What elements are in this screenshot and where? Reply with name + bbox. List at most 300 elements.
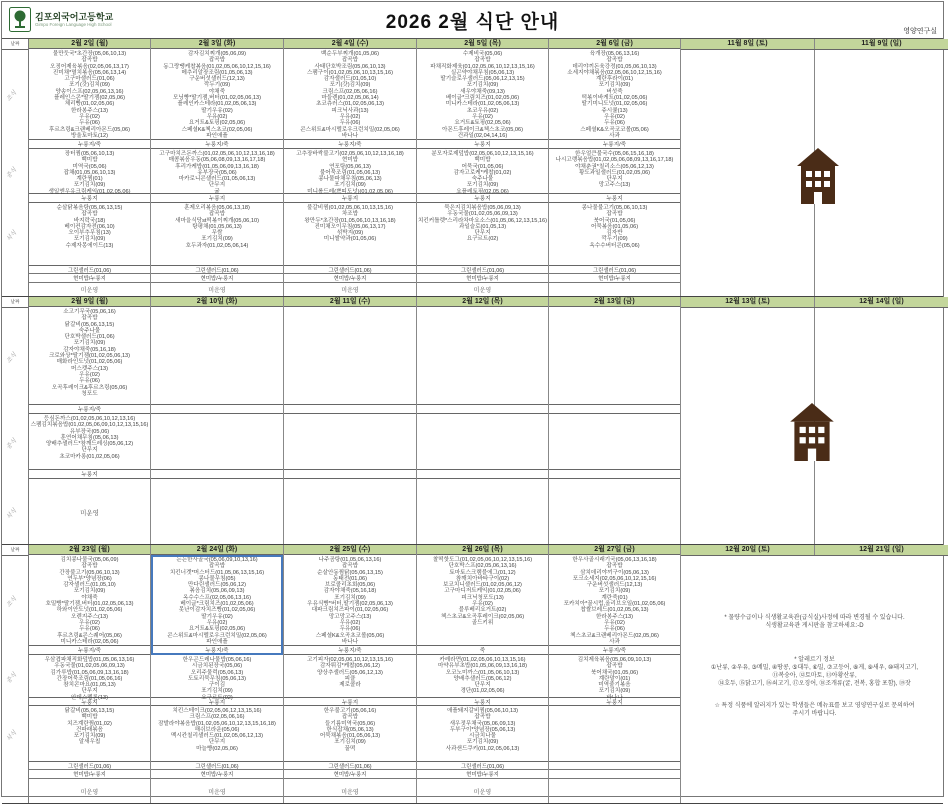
notes-change-line: * 물량수급이나 식생활교육관(급식실)사정에 따라 변경될 수 있습니다. [724, 615, 905, 621]
menu-item: 우유(02) [79, 113, 100, 120]
menu-item: 우유(02) [472, 113, 493, 120]
date-cell: 2월 10일 (화) [151, 297, 283, 307]
menu-item: 감자야채죽(05,16,18) [63, 346, 116, 353]
menu-item: 호두과자(01,02,05,06,14) [185, 242, 249, 249]
menu-item: 메추리알장조림(01,05,06,13) [181, 69, 253, 76]
day-column [284, 39, 417, 296]
menu-item: 소세지야채볶음(02,05,06,10,12,15,16) [567, 69, 662, 76]
salad-row: 그린샐러드(01,06) [151, 761, 283, 770]
menu-item: 애플돼지갈비찜(05,06,10,13) [446, 708, 519, 714]
menu-item: 우유(02) [206, 113, 228, 120]
menu-item: 미니카스테라(01,02,05,06,13) [445, 101, 520, 108]
menu-item: 단무지 [81, 688, 98, 695]
menu-item: 장터찜(05,06,10,13) [64, 151, 115, 157]
date-cell: 2월 3일 (화) [151, 39, 283, 49]
menu-item: 바나나 [606, 694, 623, 701]
breakfast-cell [549, 307, 680, 404]
dinner-cell [284, 203, 416, 265]
menu-item: 잡곡밥 [81, 211, 98, 218]
menu-item: 크림스프(02,05,06,16) [189, 714, 245, 721]
day-column [417, 39, 549, 296]
date-cell: 2월 24일 (화) [151, 545, 283, 555]
menu-item: 사과 [609, 132, 620, 139]
menu-item: 도토리묵무침(05,06,13) [188, 675, 246, 682]
salad-row: 그린샐러드(01,06) [417, 265, 548, 274]
menu-item: 참치콘마요(01,05,13) [63, 682, 116, 689]
menu-item: 잡곡밥 [81, 57, 98, 64]
date-row-label: 날짜 [2, 39, 28, 50]
salad-row: 그린샐러드(01,06) [284, 761, 416, 770]
menu-item: 과일슬로(01,05,13) [458, 223, 507, 230]
dinner-cell [151, 203, 283, 265]
menu-item: 삼치데리야끼구이(05,06,13) [580, 569, 649, 576]
rice-row: 현미밥/누룽지 [417, 274, 548, 283]
menu-item: 크로와상*딸기잼(01,02,05,06,13) [48, 353, 131, 360]
menu-item: 잡곡밥 [606, 211, 623, 218]
nurungji-row: 누룽지 [549, 193, 680, 203]
nurungji-row: 누룽지 [29, 697, 150, 706]
weekend-block [681, 545, 948, 803]
menu-item: 딸기미니도넛(01,02,05,06) [581, 101, 648, 108]
menu-item: 방울토마토(12) [71, 132, 108, 139]
menu-item: 꿀떡 [344, 745, 356, 752]
menu-item: 간장어묵조림(01,05,06,16) [56, 675, 123, 682]
menu-item: 한우곤드레나물밥(05,06,16) [182, 657, 252, 663]
menu-item: 대파크림치즈파이(01,02,05,06) [311, 607, 389, 614]
menu-item: 잡곡밥 [208, 563, 226, 570]
menu-item: 잡곡밥 [341, 57, 359, 64]
breakfast-cell [417, 555, 548, 645]
menu-item: 스페셜K&오곡초코볼(05,06) [315, 632, 385, 639]
menu-item: 진미채*멸치볶음(05,06,13,14) [52, 69, 127, 76]
menu-item: 해쉬브라운(05,06) [194, 726, 240, 733]
breakfast-cell [29, 49, 150, 139]
menu-item: 버섯죽 [606, 88, 623, 95]
menu-item: 우동국물(01,02,05,06,09,13) [54, 663, 125, 670]
menu-item: 간장불고기(05,06,10,13) [59, 569, 120, 576]
salad-row: 그린샐러드(01,06) [284, 265, 416, 274]
menu-item: 첵스초코&크랜베리아몬드(02,05,06) [570, 632, 659, 639]
day-column [151, 545, 284, 803]
menu-item: 우유(02) [79, 619, 100, 626]
menu-item: 토마토스크램블에그(01,12) [449, 569, 516, 576]
lunch-cell [549, 414, 680, 469]
menu-item: 동태전(01,06) [333, 575, 367, 582]
menu-item: 고추장바싹불고기(02,05,06,10,12,13,16,18) [296, 151, 404, 157]
page-title: 2026 2월 식단 안내 [385, 12, 560, 33]
menu-item: 스페셜K&오곡코코볼(05,06) [580, 126, 649, 133]
menu-item: 요거트&토핑(02,05,06) [454, 120, 511, 127]
menu-item: 사과 [609, 638, 620, 645]
menu-item: 후르츠링&콘스퀘어(05,06) [57, 632, 122, 639]
menu-item: 북어국(01,05,06) [593, 217, 636, 224]
menu-item: 고기피자(02,05,06,10,12,13,15,16) [307, 657, 393, 663]
rice-row: 현미밥/누룽지 [151, 770, 283, 779]
menu-item: 양상추샐러드(05,06,12,13) [317, 669, 383, 676]
menu-item: 모닝빵*딸기잼,버터(01,02,05,06,13) [172, 95, 261, 102]
menu-item: 양배추샐러드(05,06,12) [453, 675, 512, 682]
menu-item: 오렌지주스(13) [71, 613, 108, 620]
spacer [681, 630, 948, 656]
menu-item: 진미채오이무침(05,06,13,17) [314, 223, 386, 230]
menu-item: 바지락국(18) [73, 217, 106, 224]
menu-item: 요구르트(02) [201, 694, 233, 701]
nurungji-row [151, 404, 283, 414]
house-icon [797, 148, 839, 209]
menu-item: 망고주스(13) [598, 182, 631, 189]
menu-item: 양송이스프(02,05,06,13,16) [55, 88, 124, 95]
menu-item: 초코마카롱(01,02,05,06) [59, 453, 120, 460]
menu-item: 야채춘권*칠리소스(05,06,12,13) [575, 163, 654, 170]
dinner-cell [549, 203, 680, 265]
menu-item: 콩나물무침(05) [198, 575, 236, 582]
rice-row: 현미밥/누룽지 [29, 770, 150, 779]
rice-row: 현미밥/누룽지 [151, 274, 283, 283]
menu-item: 안데스멜론(13) [71, 694, 108, 701]
menu-item: 콩나물불고기(05,06,10,13) [581, 205, 648, 211]
menu-item: 요거트&토핑(02,05,06) [188, 626, 246, 633]
lunch-cell [417, 655, 548, 697]
menu-item: 단무지 [208, 182, 226, 189]
date-cell: 2월 23일 (월) [29, 545, 150, 555]
menu-item: 스팸김치볶음밥(01,02,05,06,09,10,12,13,15,16) [30, 422, 149, 429]
menu-item: 한라봉주스(13) [596, 613, 633, 620]
menu-item: 마늘빵(02,05,06) [196, 745, 238, 752]
menu-item: 왕만두*초간장(01,05,06,10,13,16,18) [304, 217, 396, 224]
menu-item: 청포도 [81, 390, 98, 397]
menu-item: 순살안동찜닭(05,06,13,15) [317, 569, 383, 576]
menu-item: 떡볶이바게트(01,02,05,06) [581, 95, 648, 102]
menu-item: 포기(갓)김치(09) [329, 82, 371, 89]
date-cell: 11월 9일 (일) [815, 39, 948, 49]
menu-item: 베이글*크림치즈(01,02,05,06) [180, 601, 254, 608]
menu-item: 한우사골시래기국(05,06,13,16,18) [572, 557, 657, 563]
night-row: 미운영 [208, 789, 226, 796]
menu-item: 우유(02) [79, 371, 100, 378]
menu-item: 포기김치(09) [334, 182, 366, 189]
lunch-row-label: 중식 [5, 437, 19, 451]
menu-item: 잡곡밥 [341, 714, 359, 721]
menu-item: 두유(06) [339, 120, 361, 127]
menu-item: 계란말이(01) [598, 675, 631, 682]
menu-item: 포기(갓)김치(09) [69, 82, 110, 89]
rice-row: 현미밥/누룽지 [417, 770, 548, 779]
weekend-header [681, 39, 948, 50]
menu-item: 김가루밥(01,05,06,09,13,16,18) [50, 669, 129, 676]
menu-item: 스팸구이(01,02,05,06,10,13,15,16) [307, 69, 393, 76]
dinner-cell [417, 479, 548, 544]
menu-item: 호밀빵*딸기잼,버터(01,02,05,06,13) [45, 601, 134, 608]
salad-row: 그린샐러드(01,06) [151, 265, 283, 274]
menu-item: 단호박샐러드(01,06) [64, 334, 115, 341]
menu-item: 한라봉주스(13) [71, 107, 108, 114]
nurungji-row: 누룽지/죽 [29, 139, 150, 149]
menu-item: 하와이안도넛(01,02,05,06) [56, 607, 123, 614]
menu-item: 야채죽 [81, 594, 98, 601]
menu-item: 현미밥 [341, 157, 359, 164]
menu-item: 초코우유(02) [466, 107, 499, 114]
date-cell: 2월 6일 (금) [549, 39, 680, 49]
menu-item: 한식잡채(05,06,13) [326, 726, 374, 733]
nurungji-row [151, 469, 283, 479]
menu-item: 양배추샐러드*참깨드레싱(05,06,12) [45, 441, 134, 448]
day-column [29, 39, 151, 296]
date-cell: 2월 13일 (금) [549, 297, 680, 307]
menu-item: 우유(02) [604, 113, 625, 120]
menu-item: 피클 [344, 675, 356, 682]
ask-line: ☆ 특정 식품에 알러지가 있는 학생들은 메뉴표를 보고 영양연구실로 문의하여 [714, 703, 915, 709]
menu-item: 알새우칩 [78, 739, 101, 746]
day-column [151, 39, 284, 296]
menu-item: 야채죽 [208, 88, 226, 95]
menu-item: 훈연어채무침(05,06,13) [60, 434, 119, 441]
menu-item: 무쌈 [211, 230, 223, 237]
menu-item: 숙주나물 [471, 176, 494, 183]
menu-item: 우삼겹파채직화덮밥(01,05,06,13,16) [44, 657, 135, 663]
menu-item: 잡곡밥 [341, 563, 359, 570]
dinner-cell [284, 479, 416, 544]
menu-item: 찰떡핫도그(01,02,05,06,10,12,13,15,16) [432, 557, 533, 563]
menu-item: 딸기우유(02) [201, 613, 233, 620]
menu-item: 백순두부찌개(01,05,06) [321, 51, 379, 57]
menu-item: 건파래볶음 [75, 726, 104, 733]
menu-item: 두유(06) [79, 120, 100, 127]
salad-row: 그린샐러드(01,06) [417, 761, 548, 770]
menu-item: 미역줄기볶음 [598, 682, 631, 689]
menu-item: 잡곡밥 [606, 563, 623, 570]
menu-item: 오징어제육볶음(02,05,06,13,17) [50, 63, 129, 70]
menu-item: 포기김치(09) [201, 236, 233, 243]
dinner-cell [151, 479, 283, 544]
menu-item: 미역국(05,06) [72, 163, 107, 170]
menu-item: 계란찜(01) [76, 176, 103, 183]
dinner-cell [417, 706, 548, 761]
menu-item: 깍두기(09) [601, 236, 628, 243]
nurungji-row [549, 469, 680, 479]
nurungji-row: 누룽지 [417, 697, 548, 706]
menu-item: 바나나 [341, 132, 359, 139]
menu-item: 실곤약야채무침(05,06,13) [450, 69, 515, 76]
menu-item: 수제비국(05,06) [462, 51, 503, 57]
menu-item: 초코츄러스(01,02,05,06,13) [315, 101, 385, 108]
day-column [549, 297, 681, 544]
menu-item: 두유(06) [604, 626, 625, 633]
menu-item: 잠발라야볶음밥(01,02,05,06,10,12,13,15,16,18) [158, 720, 276, 727]
night-row: 미운영 [208, 288, 226, 294]
breakfast-row-label: 조식 [5, 90, 19, 103]
nurungji-row: 누룽지/죽 [151, 645, 283, 655]
allergy-line: ①난류, ②우유, ③메밀, ④땅콩, ⑤대두, ⑥밀, ⑦고등어, ⑧게, ⑨새우, ⑩돼지고기, [710, 665, 919, 671]
menu-item: 스페셜K&첵스초코(02,05,06) [181, 126, 253, 133]
breakfast-row-label: 조식 [5, 596, 19, 609]
menu-item: 김치제육볶음(05,06,09,10,13) [577, 657, 652, 663]
rice-row: 현미밥/누룽지 [549, 274, 680, 283]
menu-item: 감자야채죽(05,16,18) [323, 588, 377, 595]
ask-line: 주시기 바랍니다. [792, 711, 837, 717]
menu-item: 숙주나물 [78, 327, 101, 334]
menu-item: 포기김치(09) [73, 588, 106, 595]
menu-item: 망고망고주스(13) [328, 613, 372, 620]
menu-item: 데리야끼돈육강정(01,05,06,10,13) [572, 63, 657, 70]
dinner-cell [284, 706, 416, 761]
menu-item: 감자샐러드(01,05,10) [323, 76, 377, 83]
menu-item: 육개장(05,06,13,16) [589, 51, 640, 57]
date-cell: 2월 26일 (목) [417, 545, 548, 555]
menu-item: 우동국물(01,02,05,06,09,13) [447, 211, 518, 218]
salad-row [549, 761, 680, 770]
menu-item: 볶음김치(05,06,09,13) [189, 588, 245, 595]
menu-item: 오리주물럭(05,06,13) [190, 669, 244, 676]
menu-item: 단무지 [81, 447, 98, 454]
menu-item: 포기김치(09) [466, 82, 499, 89]
menu-item: 황도과일샐러드(01,02,05,06) [578, 169, 651, 176]
menu-item: 포기김치(09) [598, 688, 631, 695]
menu-item: 들기름미역국(05,06) [324, 720, 376, 727]
menu-item: 두부구이*양념장(05,06,13) [449, 726, 516, 733]
date-row-label: 날짜 [2, 545, 28, 556]
menu-item: 체리빵(01,02,05,06) [64, 101, 115, 108]
menu-item: 쥬시쿨(13) [601, 107, 628, 114]
menu-item: 아몬드후레이크&첵스초코(05,06) [442, 126, 523, 133]
menu-item: 어묵국(01,05,06) [461, 163, 504, 170]
menu-item: 구운버섯샐러드(12,13) [586, 582, 643, 589]
day-column [29, 545, 151, 803]
menu-item: 보코치니샐러드(01,02,05,06,12) [443, 582, 522, 589]
date-cell: 2월 2일 (월) [29, 39, 150, 49]
menu-item: 파인애플 [206, 132, 228, 139]
menu-item: 제로콜라 [339, 682, 361, 689]
menu-item: 옥수수스프(02,05,06,13,16) [182, 594, 252, 601]
date-cell: 12월 13일 (토) [681, 297, 815, 307]
breakfast-cell [549, 49, 680, 139]
rice-row [549, 770, 680, 779]
night-row: 미운영 [473, 789, 492, 796]
menu-item: 치킨스테이크(02,05,06,12,13,15,16) [172, 708, 262, 714]
dinner-cell [549, 706, 680, 761]
menu-item: 포기김치(09) [73, 340, 106, 347]
nurungji-row: 누룽지 [151, 697, 283, 706]
menu-item: 감자튀김*케찹(05,06,12) [319, 663, 381, 670]
date-cell: 12월 21일 (일) [815, 545, 948, 555]
nurungji-row: 누룽지 [284, 193, 416, 203]
breakfast-cell [549, 555, 680, 645]
menu-item: 매콤볶음우동(05,06,08,09,13,16,17,18) [168, 157, 266, 164]
weekend-body [681, 556, 948, 803]
menu-item: 새우젓무채국(05,06,09,13) [449, 720, 516, 727]
date-cell: 11월 8일 (토) [681, 39, 815, 49]
menu-item: 잡곡밥 [474, 57, 491, 64]
menu-item: 포기김치(09) [598, 82, 631, 89]
day-column [151, 297, 284, 544]
menu-item: 후리가케밥(01,05,06,09,13,16,18) [175, 163, 259, 170]
dinner-row-label: 석식 [5, 729, 19, 743]
menu-item: 생일엔우유크림케익(01,02,05,06) [48, 188, 131, 195]
menu-item: 매화라인도넛(01,02,05,06) [56, 359, 123, 366]
menu-item: 미니카스테라(02,05,06) [60, 638, 119, 645]
menu-item: 파채직화제육(01,02,05,06,10,12,13,15,16) [430, 63, 535, 70]
menu-item: 백미밥 [81, 714, 98, 721]
menu-item: 두유(06) [339, 626, 361, 633]
menu-item: 포카치아*꿀시럽,올리브오일(01,02,05,06) [563, 601, 666, 608]
menu-item: 포기김치(09) [466, 739, 499, 746]
menu-item: 베이글*크림치즈(01,02,05,06) [445, 95, 520, 102]
menu-item: 참깨치아바타구이(02) [455, 575, 510, 582]
nurungji-row: 누룽지/죽 [549, 139, 680, 149]
menu-item: 불갈비찜(01,02,05,06,10,13,15,16) [307, 205, 393, 211]
nurungji-row: 누룽지/죽 [549, 645, 680, 655]
menu-item: 피크닉청포도(13) [461, 594, 504, 601]
menu-item: 요플레토핑(02,05,06) [456, 188, 509, 195]
menu-item: 백미밥 [474, 157, 491, 164]
menu-item: 요구르트(02) [466, 236, 499, 243]
breakfast-cell [151, 307, 283, 404]
menu-item: 한우얼큰불국수(05,06,15,16,18) [575, 151, 654, 157]
day-column [549, 545, 681, 803]
menu-item: 수제자몽에이드(13) [65, 242, 114, 249]
menu-item: 포기김치(09) [466, 182, 499, 189]
menu-item: 플레인카스테라(01,02,05,06,13) [177, 101, 257, 108]
menu-item: 섞박지(09) [336, 230, 364, 237]
menu-item: 파인애플 [206, 638, 228, 645]
lunch-cell [29, 414, 150, 469]
menu-item: 우유(02) [339, 113, 361, 120]
menu-item: 우유(02) [604, 619, 625, 626]
date-cell: 12월 20일 (토) [681, 545, 815, 555]
menu-item: 포크소세지(02,05,06,10,12,15,16) [572, 575, 657, 582]
lunch-cell [284, 655, 416, 697]
menu-item: 감자샐러드(01,05,10) [63, 582, 116, 589]
date-cell: 2월 27일 (금) [549, 545, 680, 555]
night-row: 미운영 [341, 288, 359, 294]
menu-item: 두유(06) [604, 120, 625, 127]
lunch-row-label: 중식 [5, 167, 19, 180]
breakfast-cell [284, 49, 416, 139]
menu-item: 어묵채볶음(01,05,06,13) [319, 733, 381, 740]
dinner-cell [417, 203, 548, 265]
dinner-row-label: 석식 [5, 507, 19, 521]
nurungji-row: 누룽지 [29, 469, 150, 479]
menu-item: 묵은지김치볶음밥(05,06,09,13) [444, 205, 521, 211]
menu-item: 든든한사골국(05,06,09,10,13,16) [176, 557, 258, 563]
menu-item: 베이컨감자전(06,10) [64, 223, 115, 230]
menu-item: 소고기무국(05,06,16) [63, 309, 116, 315]
menu-item: 치즈계란찜(01,02) [67, 720, 112, 727]
nurungji-row: 누룽지/죽 [151, 139, 283, 149]
lunch-cell [549, 655, 680, 701]
menu-item: 단무지 [474, 230, 491, 237]
menu-item: 오곡후레이크&후르츠링(05,06) [51, 384, 128, 391]
menu-item: 미니쌀약과(01,05,06) [323, 236, 377, 243]
menu-item: 닭갈비(05,06,13,15) [64, 321, 115, 328]
night-row [549, 283, 680, 296]
menu-item: 물만둣국*초간장(05,06,10,13) [52, 51, 127, 57]
menu-item: 구이김 [208, 682, 226, 689]
menu-item: 브로콜리초회(05,06) [324, 582, 376, 589]
menu-item: 후르츠링&크랜베리아몬드(05,06) [49, 126, 130, 133]
menu-item: 북어채국(01,05,06) [590, 669, 639, 676]
menu-item: 카레라면(01,02,05,06,10,13,15,16) [439, 657, 526, 663]
menu-item: 포기김치(09) [73, 236, 106, 243]
rice-row: 현미밥/누룽지 [284, 274, 416, 283]
menu-item: 포기김치(09) [334, 739, 366, 746]
menu-item: 훈제오리볶음(05,06,13,18) [184, 205, 250, 211]
day-column [549, 39, 681, 296]
menu-item: 깍두기(09) [203, 82, 231, 89]
sheet-header [2, 2, 943, 39]
menu-item: 우유(02) [206, 619, 228, 626]
rice-row: 현미밥/누룽지 [284, 770, 416, 779]
nurungji-row: 누룽지/죽 [284, 139, 416, 149]
